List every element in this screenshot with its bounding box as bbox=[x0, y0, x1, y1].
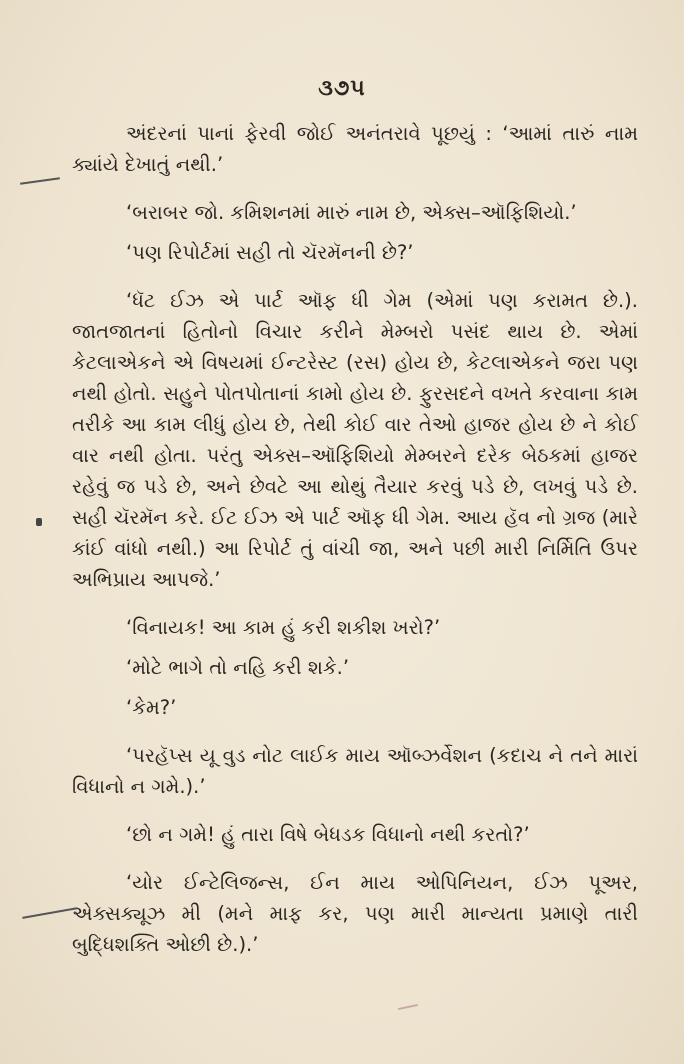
paragraph-3: ‘પણ રિપોર્ટમાં સહી તો ચૅરમૅનની છે?’ bbox=[126, 241, 414, 264]
margin-ink-dot bbox=[36, 518, 42, 526]
paragraph-10: ‘યોર ઈન્ટેલિજન્સ, ઈન માય ઓપિનિયન, ઈઝ પૂઅર, એક્સક્યૂઝ મી (મને માફ કર, પણ મારી માન્યતા પ્રમાણે તારી બુદ્ધિશક્તિ ઓછી છે.).’ bbox=[72, 871, 638, 956]
pencil-underline-mark bbox=[398, 1004, 418, 1010]
paragraph-4: ‘ધૅટ ઈઝ એ પાર્ટ ઑફ ધી ગેમ (એમાં પણ કરામત છે.). જાતજાતનાં હિતોનો વિચાર કરીને મેમ્બરો પસંદ થાય છે. એમાં કેટલાએકને એ વિષયમાં ઈન્ટરેસ્ટ (રસ) હોય છે, કેટલાએકને જરા પણ નથી હોતો. સહુને પોતપોતાનાં કામો હોય છે. ફુરસદને વખતે કરવાના કામ તરીકે આ કામ લીધું હોય છે, તેથી કોઈ વાર તેઓ હાજર હોય છે ને કોઈ વાર નથી હોતા. પરંતુ એક્સ–ઑફિશિયો મેમ્બરને દરેક બેઠકમાં હાજર રહેવું જ પડે છે, અને છેવટે આ થોથું તૈયાર કરવું પડે છે, લખવું પડે છે. સહી ચૅરમૅન કરે. ઈટ ઈઝ એ પાર્ટ ઑફ ધી ગેમ. આય હૅવ નો ગ્રજ (મારે કાંઈ વાંધો નથી.) આ રિપોર્ટ તું વાંચી જા, અને પછી મારી નિર્મિતિ ઉપર અભિપ્રાય આપજે.’ bbox=[72, 289, 638, 591]
margin-pencil-mark bbox=[20, 177, 60, 185]
margin-pencil-mark bbox=[22, 907, 77, 919]
paragraph-7: ‘કેમ?’ bbox=[126, 696, 177, 719]
text-block bbox=[72, 118, 638, 977]
page-number: ૩૭૫ bbox=[318, 76, 366, 101]
paragraph-8: ‘પરહૅપ્સ યૂ વુડ નોટ લાઈક માય ઑબ્ઝર્વેશન (કદાચ ને તને મારાં વિધાનો ન ગમે.).’ bbox=[72, 744, 638, 798]
paragraph-5: ‘વિનાયક! આ કામ હું કરી શકીશ ખરો?’ bbox=[126, 616, 441, 639]
paragraph-9: ‘છો ન ગમે! હું તારા વિષે બેધડક વિધાનો નથી કરતો?’ bbox=[126, 823, 530, 846]
paragraph-6: ‘મોટે ભાગે તો નહિ કરી શકે.’ bbox=[126, 656, 350, 679]
paragraph-1: અંદરનાં પાનાં ફેરવી જોઈ અનંતરાવે પૂછયું : ‘આમાં તારું નામ ક્યાંયે દેખાતું નથી.’ bbox=[72, 122, 638, 176]
paragraph-2: ‘બરાબર જો. કમિશનમાં મારું નામ છે, એક્સ–ઑફિશિયો.’ bbox=[126, 201, 577, 224]
